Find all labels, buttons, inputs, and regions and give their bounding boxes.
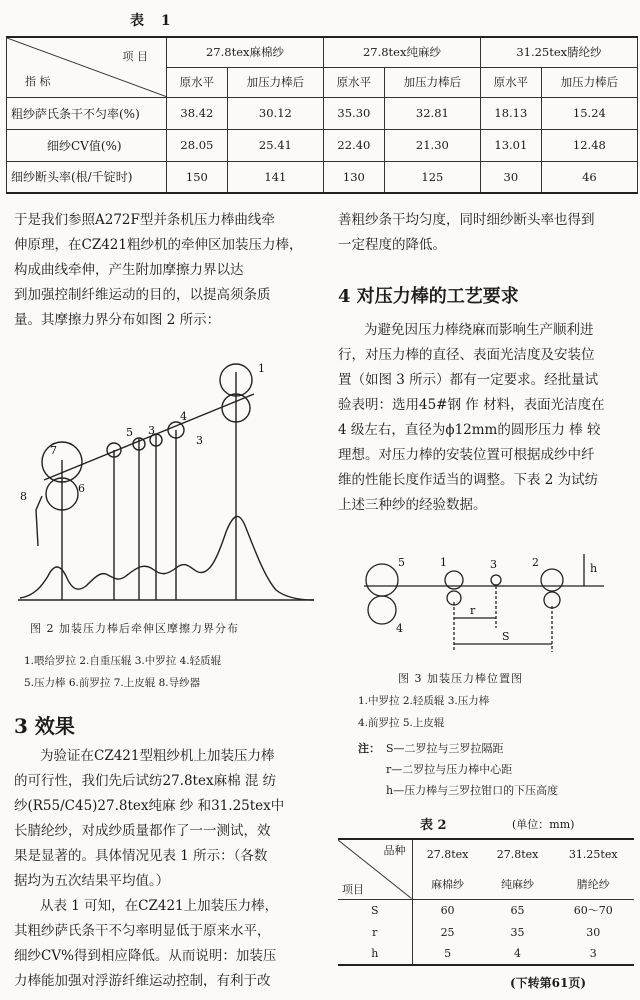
table1-caption: 表 1 bbox=[130, 13, 177, 29]
table-cell: 25 bbox=[440, 925, 455, 939]
text-line: 验表明：选用45#钢 作 材料，表面光洁度在 bbox=[338, 397, 605, 413]
table2-header: 腈纶纱 bbox=[576, 877, 610, 891]
legend-line: 5.压力棒 6.前罗拉 7.上皮辊 8.导纱器 bbox=[24, 677, 201, 689]
row-label: 细纱CV值(%) bbox=[7, 129, 167, 161]
fig3-label: 4 bbox=[396, 622, 403, 635]
text-line: 其粗纱萨氏条干不匀率明显低于原来水平， bbox=[14, 923, 271, 939]
table-row bbox=[338, 899, 634, 921]
table-cell: 38.42 bbox=[167, 97, 228, 129]
table2-header: 纯麻纱 bbox=[501, 877, 535, 891]
fig2-label: 1 bbox=[258, 362, 265, 375]
table-cell: 3 bbox=[589, 947, 597, 960]
text-line: 行，对压力棒的直径、表面光洁度及安装位 bbox=[338, 347, 595, 363]
note-line: h—压力棒与三罗拉钳口的下压高度 bbox=[386, 784, 559, 797]
table2-corner-bot: 项目 bbox=[342, 882, 364, 896]
fig2-label: 7 bbox=[50, 444, 57, 457]
note-line: r—二罗拉与压力棒中心距 bbox=[386, 763, 513, 776]
table-cell: 141 bbox=[227, 161, 323, 193]
table2 bbox=[338, 838, 634, 966]
table1-group-header: 31.25tex腈纶纱 bbox=[480, 37, 637, 67]
table-cell: 13.01 bbox=[480, 129, 541, 161]
continuation-footer: (下转第61页) bbox=[510, 976, 587, 990]
figure-3-legend bbox=[358, 690, 489, 734]
text-line: 长腈纶纱，对成纱质量都作了一一测试，效 bbox=[14, 823, 271, 839]
table-cell: 125 bbox=[384, 161, 480, 193]
table1-group-header: 27.8tex麻棉纱 bbox=[167, 37, 324, 67]
fig2-strand bbox=[44, 394, 254, 480]
legend-line: 1.喂给罗拉 2.自重压辊 3.中罗拉 4.轻质辊 bbox=[24, 655, 222, 667]
table-cell: 28.05 bbox=[167, 129, 228, 161]
fig3-label: 2 bbox=[532, 556, 539, 569]
text-line: 4 级左右，直径为ϕ12mm的圆形压力 棒 较 bbox=[338, 422, 601, 438]
text-line: 果是显著的。具体情况见表 1 所示：（各数 bbox=[14, 848, 268, 864]
text-line: 从表 1 可知，在CZ421上加装压力棒， bbox=[40, 898, 279, 914]
figure-3-notes bbox=[386, 738, 558, 801]
table-row bbox=[7, 129, 638, 161]
table1 bbox=[6, 36, 638, 194]
table-cell: 60～70 bbox=[573, 904, 613, 918]
table-cell: 30 bbox=[586, 925, 601, 939]
section-3-title: 3 效果 bbox=[14, 714, 75, 738]
text-line: 维的性能长度作适当的调整。下表 2 为试纺 bbox=[338, 472, 599, 488]
fig3-label: 1 bbox=[440, 556, 447, 569]
text-line: 一定程度的降低。 bbox=[338, 237, 446, 253]
table-row bbox=[338, 943, 634, 965]
text-line: 善粗纱条干均匀度，同时细纱断头率也得到 bbox=[338, 212, 595, 228]
figure-2-diagram bbox=[14, 350, 330, 610]
fig2-label: 6 bbox=[78, 482, 85, 495]
table-cell: 22.40 bbox=[323, 129, 384, 161]
table1-subheader: 加压力棒后 bbox=[227, 67, 323, 97]
table1-subheader: 原水平 bbox=[323, 67, 384, 97]
row-label: r bbox=[338, 921, 412, 943]
section-4-paragraph bbox=[338, 318, 634, 518]
table-row bbox=[338, 921, 634, 943]
fig3-label: h bbox=[590, 562, 598, 575]
table1-corner-index: 指 标 bbox=[25, 74, 51, 88]
text-line: 纱(R55/C45)27.8tex纯麻 纱 和31.25tex中 bbox=[14, 798, 285, 814]
table1-subheader: 加压力棒后 bbox=[541, 67, 637, 97]
section-4-title: 4 对压力棒的工艺要求 bbox=[338, 286, 519, 307]
text-line: 构成曲线牵伸，产生附加摩擦力界以达 bbox=[14, 262, 244, 278]
table-cell: 60 bbox=[440, 903, 455, 917]
figure-3-diagram bbox=[344, 536, 634, 660]
text-line: 据均为五次结果平均值。） bbox=[14, 873, 170, 889]
text-line: 为避免因压力棒绕麻而影响生产顺利进 bbox=[364, 322, 594, 338]
table-cell: 35 bbox=[510, 925, 525, 939]
section-3-paragraph bbox=[14, 744, 330, 994]
row-label: 粗纱萨氏条干不匀率(%) bbox=[7, 97, 167, 129]
fig2-guide bbox=[36, 496, 42, 546]
text-line: 到加强控制纤维运动的目的，以提高须条质 bbox=[14, 287, 271, 303]
fig2-label: 4 bbox=[180, 410, 187, 423]
table-row bbox=[7, 97, 638, 129]
table-cell: 150 bbox=[167, 161, 228, 193]
figure-2-caption: 图 2 加装压力棒后牵伸区摩擦力界分布 bbox=[30, 622, 239, 635]
fig2-friction-curve bbox=[20, 516, 314, 600]
text-line: 伸原理，在CZ421粗纱机的牵伸区加装压力棒， bbox=[14, 237, 303, 253]
table1-subheader: 原水平 bbox=[480, 67, 541, 97]
fig2-label: 3 bbox=[196, 434, 203, 447]
table-cell: 18.13 bbox=[480, 97, 541, 129]
fig3-roller bbox=[544, 592, 560, 608]
text-line: 为验证在CZ421型粗纱机上加装压力棒 bbox=[40, 748, 275, 764]
row-label: h bbox=[338, 943, 412, 965]
text-line: 细纱CV%得到相应降低。从而说明：加装压 bbox=[14, 948, 277, 964]
fig2-label: 5 bbox=[126, 426, 133, 439]
table-cell: 5 bbox=[444, 947, 452, 960]
table-cell: 4 bbox=[514, 947, 522, 960]
table1-corner bbox=[7, 37, 167, 97]
table-cell: 15.24 bbox=[541, 97, 637, 129]
table2-header: 麻棉纱 bbox=[431, 877, 465, 891]
note-line: S—二罗拉与三罗拉隔距 bbox=[386, 742, 504, 755]
table1-group-header: 27.8tex纯麻纱 bbox=[323, 37, 480, 67]
table-cell: 46 bbox=[541, 161, 637, 193]
table2-corner bbox=[338, 839, 412, 899]
table1-subheader: 原水平 bbox=[167, 67, 228, 97]
figure-3-note-head: 注： bbox=[358, 742, 380, 755]
fig2-label: 8 bbox=[20, 490, 27, 503]
table2-unit: (单位：mm) bbox=[512, 818, 575, 831]
text-line: 理想。对压力棒的安装位置可根据成纱中纤 bbox=[338, 447, 595, 463]
text-line: 量。其摩擦力界分布如图 2 所示： bbox=[14, 312, 221, 328]
text-line: 力棒能加强对浮游纤维运动控制，有利于改 bbox=[14, 973, 271, 989]
fig3-label: 3 bbox=[490, 558, 497, 571]
text-line: 上述三种纱的经验数据。 bbox=[338, 497, 487, 513]
fig3-front-roller bbox=[368, 596, 396, 624]
fig3-label: 5 bbox=[398, 556, 405, 569]
figure-3-caption: 图 3 加装压力棒位置图 bbox=[398, 672, 523, 685]
table-cell: 130 bbox=[323, 161, 384, 193]
fig3-roller bbox=[541, 569, 563, 591]
row-label: S bbox=[338, 899, 412, 921]
table-cell: 30 bbox=[480, 161, 541, 193]
fig2-label: 3 bbox=[148, 424, 155, 437]
right-paragraph-top bbox=[338, 208, 634, 258]
text-line: 于是我们参照A272F型并条机压力棒曲线牵 bbox=[14, 212, 275, 228]
table1-subheader: 加压力棒后 bbox=[384, 67, 480, 97]
table2-header: 27.8tex bbox=[496, 848, 539, 861]
table-row bbox=[7, 161, 638, 193]
fig3-pressure-bar bbox=[491, 575, 501, 585]
table-cell: 21.30 bbox=[384, 129, 480, 161]
table2-header: 27.8tex bbox=[426, 848, 469, 861]
text-line: 的可行性，我们先后试纺27.8tex麻棉 混 纺 bbox=[14, 773, 277, 789]
fig3-label: r bbox=[470, 604, 476, 617]
table-cell: 65 bbox=[510, 903, 525, 917]
legend-line: 4.前罗拉 5.上皮辊 bbox=[358, 717, 445, 729]
table1-corner-item: 项 目 bbox=[122, 50, 148, 63]
figure-2-legend bbox=[24, 650, 221, 694]
table-cell: 32.81 bbox=[384, 97, 480, 129]
row-label: 细纱断头率(根/千锭时) bbox=[7, 161, 167, 193]
table-cell: 25.41 bbox=[227, 129, 323, 161]
text-line: 置（如图 3 所示）都有一定要求。经批量试 bbox=[338, 372, 599, 388]
legend-line: 1.中罗拉 2.轻质辊 3.压力棒 bbox=[358, 695, 490, 707]
table2-header: 31.25tex bbox=[568, 848, 618, 861]
fig3-label: S bbox=[502, 630, 510, 643]
left-paragraph-1 bbox=[14, 208, 330, 333]
table2-caption: 表 2 bbox=[420, 818, 447, 833]
table-cell: 30.12 bbox=[227, 97, 323, 129]
fig3-top-roller bbox=[366, 564, 398, 596]
table-cell: 35.30 bbox=[323, 97, 384, 129]
table2-corner-top: 品种 bbox=[383, 844, 406, 857]
table-cell: 12.48 bbox=[541, 129, 637, 161]
